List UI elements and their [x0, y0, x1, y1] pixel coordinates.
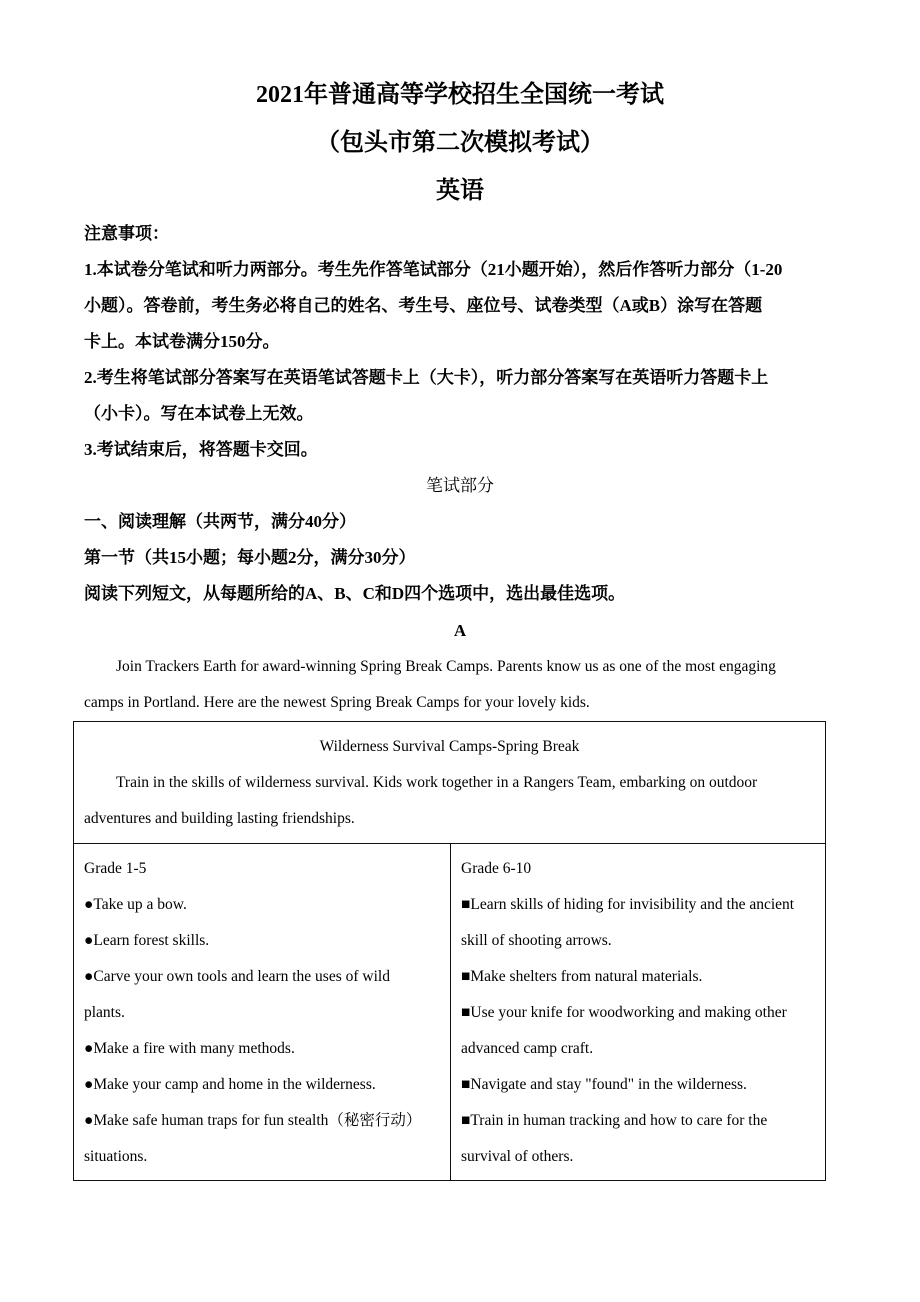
list-item-continuation: advanced camp craft. — [461, 1040, 594, 1057]
list-item: ■Train in human tracking and how to care for the — [461, 1109, 767, 1133]
list-item-continuation: survival of others. — [461, 1148, 574, 1165]
exam-title: 2021年普通高等学校招生全国统一考试 — [256, 82, 664, 108]
circle-bullet-icon: ● — [84, 1076, 94, 1093]
circle-bullet-icon: ● — [84, 932, 94, 949]
column-heading: Grade 6-10 — [461, 860, 532, 877]
table-title: Wilderness Survival Camps-Spring Break — [319, 738, 580, 755]
square-bullet-icon: ■ — [461, 1004, 471, 1021]
camp-table — [73, 721, 826, 1181]
note-line: 卡上。本试卷满分150分。 — [84, 332, 280, 351]
square-bullet-icon: ■ — [461, 968, 471, 985]
note-line: 3.考试结束后，将答题卡交回。 — [84, 440, 318, 459]
exam-subtitle: （包头市第二次模拟考试） — [316, 130, 604, 156]
list-item: ●Make your camp and home in the wilderness. — [84, 1073, 376, 1097]
list-item-continuation: skill of shooting arrows. — [461, 932, 612, 949]
circle-bullet-icon: ● — [84, 896, 94, 913]
note-line: 小题）。答卷前，考生务必将自己的姓名、考生号、座位号、试卷类型（A或B）涂写在答题 — [84, 296, 763, 315]
list-item: ●Carve your own tools and learn the uses of wild — [84, 965, 390, 989]
section-title: 笔试部分 — [426, 476, 494, 495]
passage-label: A — [453, 621, 467, 640]
table-header-cell — [74, 722, 825, 844]
grade-1-5-column — [74, 844, 451, 1180]
subpart-heading: 第一节（共15小题；每小题2分，满分30分） — [84, 548, 416, 567]
list-item: ■Make shelters from natural materials. — [461, 965, 702, 989]
exam-subject: 英语 — [436, 178, 484, 204]
note-line: 2.考生将笔试部分答案写在英语笔试答题卡上（大卡），听力部分答案写在英语听力答题卡上 — [84, 368, 769, 387]
passage-line: camps in Portland. Here are the newest Spring Break Camps for your lovely kids. — [84, 694, 590, 711]
table-intro-line: adventures and building lasting friendships. — [84, 810, 355, 827]
column-heading: Grade 1-5 — [84, 860, 147, 877]
list-item: ■Use your knife for woodworking and making other — [461, 1001, 787, 1025]
list-item-continuation: situations. — [84, 1148, 148, 1165]
list-item: ●Take up a bow. — [84, 893, 187, 917]
notes-heading: 注意事项： — [84, 224, 169, 243]
list-item-continuation: plants. — [84, 1004, 125, 1021]
list-item: ●Learn forest skills. — [84, 929, 209, 953]
square-bullet-icon: ■ — [461, 896, 471, 913]
list-item: ●Make safe human traps for fun stealth（秘密行动） — [84, 1109, 421, 1133]
list-item: ■Learn skills of hiding for invisibility and the ancient — [461, 893, 794, 917]
circle-bullet-icon: ● — [84, 1040, 94, 1057]
note-line: （小卡）。写在本试卷上无效。 — [84, 404, 314, 423]
grade-6-10-column — [451, 844, 825, 1180]
square-bullet-icon: ■ — [461, 1076, 471, 1093]
table-intro-line: Train in the skills of wilderness survival. Kids work together in a Rangers Team, embarking on outdoor — [116, 774, 758, 791]
note-line: 1.本试卷分笔试和听力两部分。考生先作答笔试部分（21小题开始），然后作答听力部分（1-20 — [84, 260, 783, 279]
circle-bullet-icon: ● — [84, 1112, 94, 1129]
part-heading: 一、阅读理解（共两节，满分40分） — [84, 512, 356, 531]
circle-bullet-icon: ● — [84, 968, 94, 985]
square-bullet-icon: ■ — [461, 1112, 471, 1129]
list-item: ■Navigate and stay "found" in the wilderness. — [461, 1073, 747, 1097]
passage-line: Join Trackers Earth for award-winning Spring Break Camps. Parents know us as one of the most engaging — [116, 658, 776, 675]
instruction-text: 阅读下列短文，从每题所给的A、B、C和D四个选项中，选出最佳选项。 — [84, 584, 626, 603]
list-item: ●Make a fire with many methods. — [84, 1037, 295, 1061]
